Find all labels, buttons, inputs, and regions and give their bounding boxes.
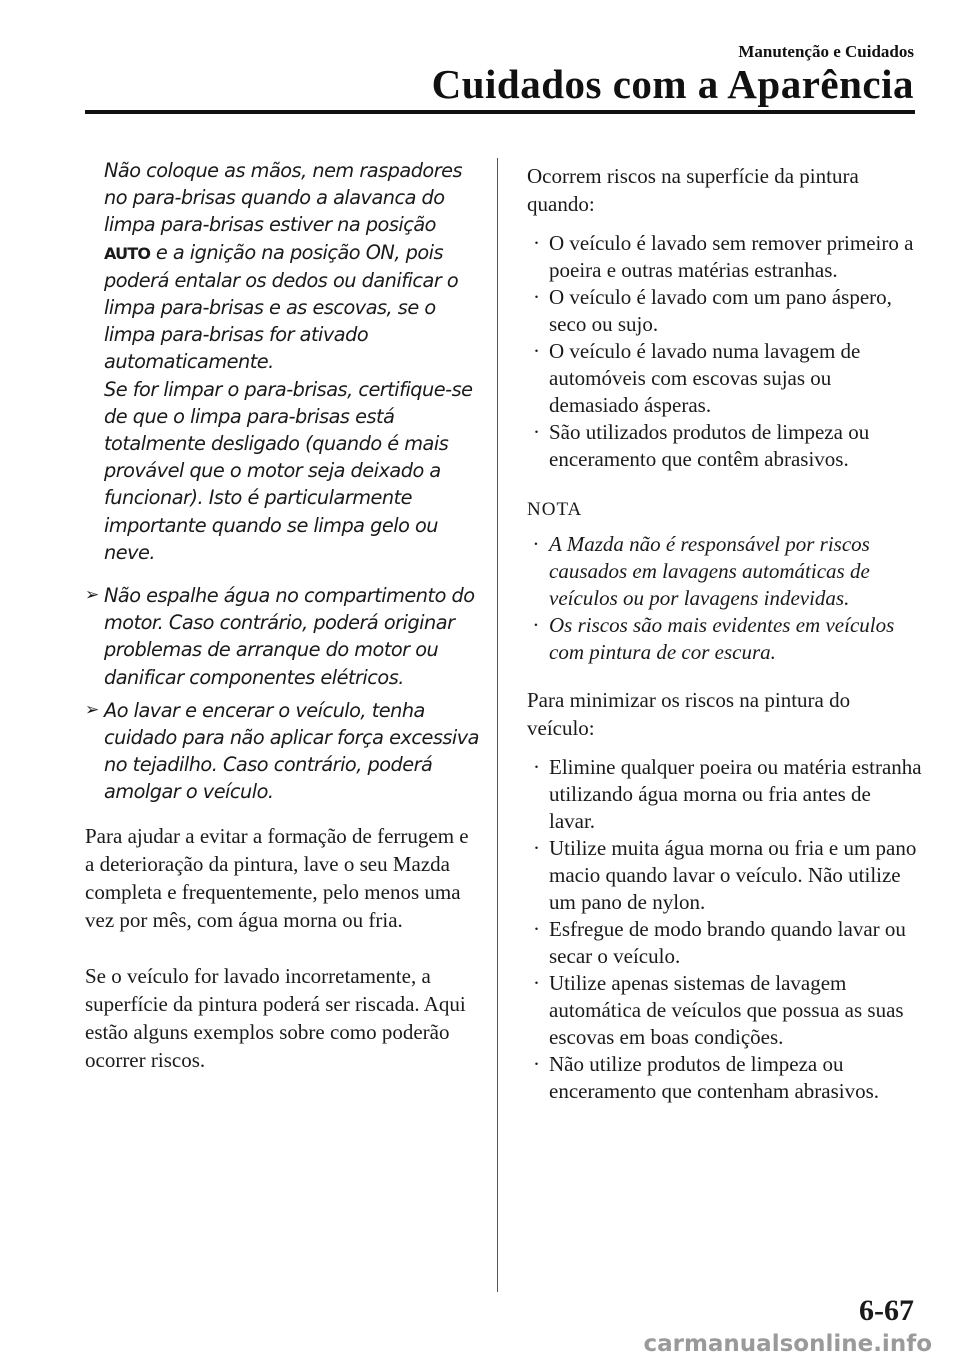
caution-item-text: Não espalhe água no compartimento do motor. Caso contrário, poderá originar problemas de arranque do motor ou danificar componentes elétricos. [104,584,475,689]
list-item: · O veículo é lavado numa lavagem de automóveis com escovas sujas ou demasiado ásperas. [527,338,922,419]
body-paragraph: Se o veículo for lavado incorretamente, a superfície da pintura poderá ser riscada. Aqui estão alguns exemplos sobre como poderão ocorrer riscos. [85,963,466,1072]
scratch-causes-list [527,230,922,473]
bullet-dot-icon: · [533,755,540,779]
watermark: carmanualsonline.info [643,1331,932,1357]
caution-item-text: Ao lavar e encerar o veículo, tenha cuidado para não aplicar força excessiva no tejadilho. Caso contrário, poderá amolgar o veículo. [104,698,479,804]
bullet-dot-icon: · [533,532,539,556]
list-item: · A Mazda não é responsável por riscos causados em lavagens automáticas de veículos ou por lavagens indevidas. [527,531,922,612]
list-item: · São utilizados produtos de limpeza ou enceramento que contêm abrasivos. [527,419,922,473]
warning-text [104,157,480,566]
bullet-dot-icon: · [533,285,540,309]
scratch-tips-list [527,754,922,1105]
bullet-dot-icon: · [533,231,540,255]
list-item: · Utilize muita água morna ou fria e um pano macio quando lavar o veículo. Não utilize um pano de nylon. [527,835,922,916]
list-item: · O veículo é lavado com um pano áspero, seco ou sujo. [527,284,922,338]
column-divider [497,158,498,1292]
right-column [527,162,922,1105]
note-list [527,531,922,666]
warning-sentence-1-end: e a ignição na posição ON, pois poderá entalar os dedos ou danificar o limpa para-brisas e as escovas, se o limpa para-brisas for ativado automaticamente. [104,240,459,374]
page-number: 6-67 [859,1294,914,1327]
bullet-dot-icon: · [533,339,540,363]
warning-sentence-1: Não coloque as mãos, nem raspadores no para-brisas quando a alavanca do limpa para-brisas estiver na posição [104,159,463,237]
warning-sentence-2: Se for limpar o para-brisas, certifique-se de que o limpa para-brisas está totalmente desligado (quando é mais provável que o motor seja deixado a funcionar). Isto é particularmente importante quando se limpa gelo ou neve. [104,377,473,564]
bullet-dot-icon: · [533,917,540,941]
bullet-dot-icon: · [533,613,539,637]
left-column [85,157,480,1074]
list-item: · Utilize apenas sistemas de lavagem automática de veículos que possua as suas escovas em boas condições. [527,970,922,1051]
arrow-bullet-icon: ➢ [85,585,100,606]
list-item: · Os riscos são mais evidentes em veículos com pintura de cor escura. [527,612,922,666]
bullet-dot-icon: · [533,971,540,995]
body-paragraph: Para ajudar a evitar a formação de ferrugem e a deterioração da pintura, lave o seu Mazda completa e frequentemente, pelo menos uma vez por mês, com água morna ou fria. [85,823,469,932]
list-item: · Esfregue de modo brando quando lavar ou secar o veículo. [527,916,922,970]
bullet-dot-icon: · [533,420,540,444]
minimize-intro: Para minimizar os riscos na pintura do veículo: [527,688,851,740]
scratch-intro: Ocorrem riscos na superfície da pintura quando: [527,164,859,216]
section-header: Manutenção e Cuidados [738,42,914,61]
bullet-dot-icon: · [533,1052,540,1076]
caution-item [85,697,480,806]
list-item: · Elimine qualquer poeira ou matéria estranha utilizando água morna ou fria antes de lavar. [527,754,922,835]
note-heading: NOTA [527,499,583,520]
auto-position-icon: AUTO [104,243,151,263]
list-item: · Não utilize produtos de limpeza ou enceramento que contenham abrasivos. [527,1051,922,1105]
caution-item [85,582,480,691]
list-item: · O veículo é lavado sem remover primeiro a poeira e outras matérias estranhas. [527,230,922,284]
header-rule [85,110,915,114]
page-title: Cuidados com a Aparência [431,61,914,107]
arrow-bullet-icon: ➢ [85,699,100,720]
bullet-dot-icon: · [533,836,540,860]
